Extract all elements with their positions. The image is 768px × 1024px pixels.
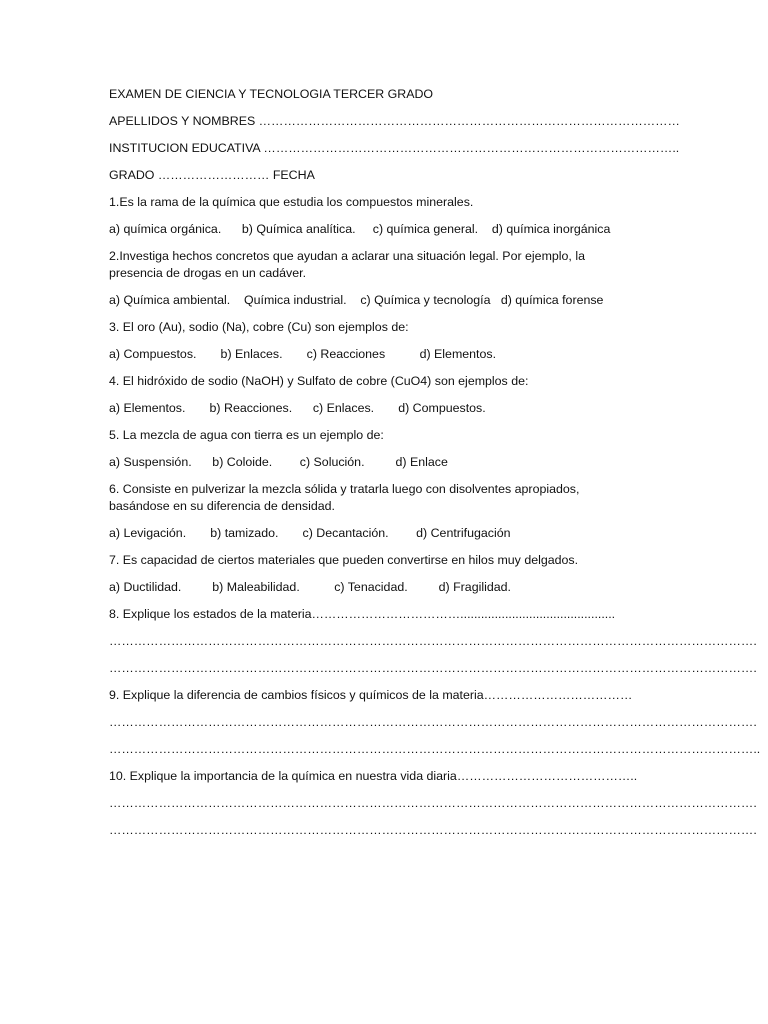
answer-line: …………………………………………………………………………………………………………………………………………. (109, 823, 757, 837)
answer-line: …………………………………………………………………………………………………………………………………………. (109, 796, 757, 810)
question-5-options: a) Suspensión. b) Coloide. c) Solución. d) Enlace (109, 455, 448, 469)
answer-line: ………………………………………………………………………………………………………………………………………….. (109, 742, 761, 756)
question-2: 2.Investiga hechos concretos que ayudan a aclarar una situación legal. Por ejemplo, la presencia de drogas en un cadáver. (109, 249, 585, 280)
question-2-options: a) Química ambiental. Química industrial. c) Química y tecnología d) química forense (109, 293, 604, 307)
question-6-options: a) Levigación. b) tamizado. c) Decantación. d) Centrifugación (109, 526, 511, 540)
question-4-options: a) Elementos. b) Reacciones. c) Enlaces. d) Compuestos. (109, 401, 486, 415)
question-5: 5. La mezcla de agua con tierra es un ejemplo de: (109, 428, 384, 442)
exam-title: EXAMEN DE CIENCIA Y TECNOLOGIA TERCER GRADO (109, 87, 434, 101)
question-6: 6. Consiste en pulverizar la mezcla sólida y tratarla luego con disolventes apropiados, basándose en su diferencia de densidad. (109, 482, 580, 513)
question-3-options: a) Compuestos. b) Enlaces. c) Reacciones d) Elementos. (109, 347, 497, 361)
grade-date-field: GRADO ……………………… FECHA (109, 168, 315, 182)
names-field: APELLIDOS Y NOMBRES ………………………………………………………………………………………… (109, 114, 680, 128)
answer-line: …………………………………………………………………………………………………………………………………………. (109, 715, 757, 729)
exam-document (109, 86, 761, 849)
institution-field: INSTITUCION EDUCATIVA ……………………………………………………………………………………….. (109, 141, 680, 155)
question-7-options: a) Ductilidad. b) Maleabilidad. c) Tenacidad. d) Fragilidad. (109, 580, 511, 594)
question-7: 7. Es capacidad de ciertos materiales que pueden convertirse en hilos muy delgados. (109, 553, 579, 567)
question-10: 10. Explique la importancia de la química en nuestra vida diaria…………………………………….. (109, 769, 638, 783)
answer-line: …………………………………………………………………………………………………………………………………………. (109, 634, 757, 648)
question-4: 4. El hidróxido de sodio (NaOH) y Sulfato de cobre (CuO4) son ejemplos de: (109, 374, 529, 388)
question-1: 1.Es la rama de la química que estudia los compuestos minerales. (109, 195, 474, 209)
question-1-options: a) química orgánica. b) Química analítica. c) química general. d) química inorgánica (109, 222, 611, 236)
question-8: 8. Explique los estados de la materia………………………………............................................. (109, 607, 616, 621)
answer-line: …………………………………………………………………………………………………………………………………………. (109, 661, 757, 675)
question-3: 3. El oro (Au), sodio (Na), cobre (Cu) son ejemplos de: (109, 320, 409, 334)
question-9: 9. Explique la diferencia de cambios físicos y químicos de la materia……………………………… (109, 688, 633, 702)
